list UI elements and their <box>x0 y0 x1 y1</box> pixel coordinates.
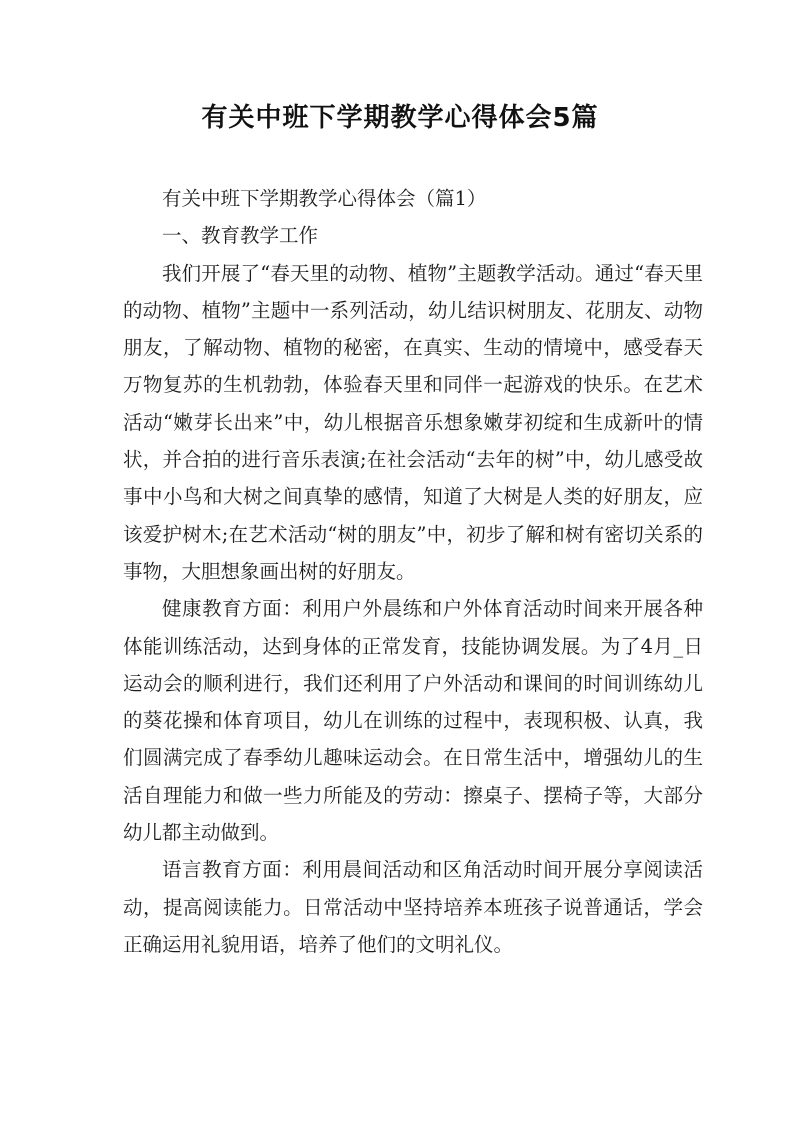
document-body <box>123 180 703 963</box>
section-heading: 有关中班下学期教学心得体会（篇1） <box>162 187 487 210</box>
paragraph-health-education: 健康教育方面：利用户外晨练和户外体育活动时间来开展各种体能训练活动，达到身体的正常发育，技能协调发展。为了4月_日运动会的顺利进行，我们还利用了户外活动和课间的时间训练幼儿的葵花操和体育项目，幼儿在训练的过程中，表现积极、认真，我们圆满完成了春季幼儿趣味运动会。在日常生活中，增强幼儿的生活自理能力和做一些力所能及的劳动：擦桌子、摆椅子等，大部分幼儿都主动做到。 <box>123 597 703 845</box>
document-title: 有关中班下学期教学心得体会5篇 <box>201 103 599 133</box>
paragraph-theme-activities: 我们开展了“春天里的动物、植物”主题教学活动。通过“春天里的动物、植物”主题中一系列活动，幼儿结识树朋友、花朋友、动物朋友，了解动物、植物的秘密，在真实、生动的情境中，感受春天万物复苏的生机勃勃，体验春天里和同伴一起游戏的快乐。在艺术活动“嫩芽长出来”中，幼儿根据音乐想象嫩芽初绽和生成新叶的情状，并合拍的进行音乐表演;在社会活动“去年的树”中，幼儿感受故事中小鸟和大树之间真挚的感情，知道了大树是人类的好朋友，应该爱护树木;在艺术活动“树的朋友”中，初步了解和树有密切关系的事物，大胆想象画出树的好朋友。 <box>123 261 703 583</box>
subsection-heading: 一、教育教学工作 <box>162 224 319 248</box>
paragraph-language-education: 语言教育方面：利用晨间活动和区角活动时间开展分享阅读活动，提高阅读能力。日常活动中坚持培养本班孩子说普通话，学会正确运用礼貌用语，培养了他们的文明礼仪。 <box>123 858 703 956</box>
